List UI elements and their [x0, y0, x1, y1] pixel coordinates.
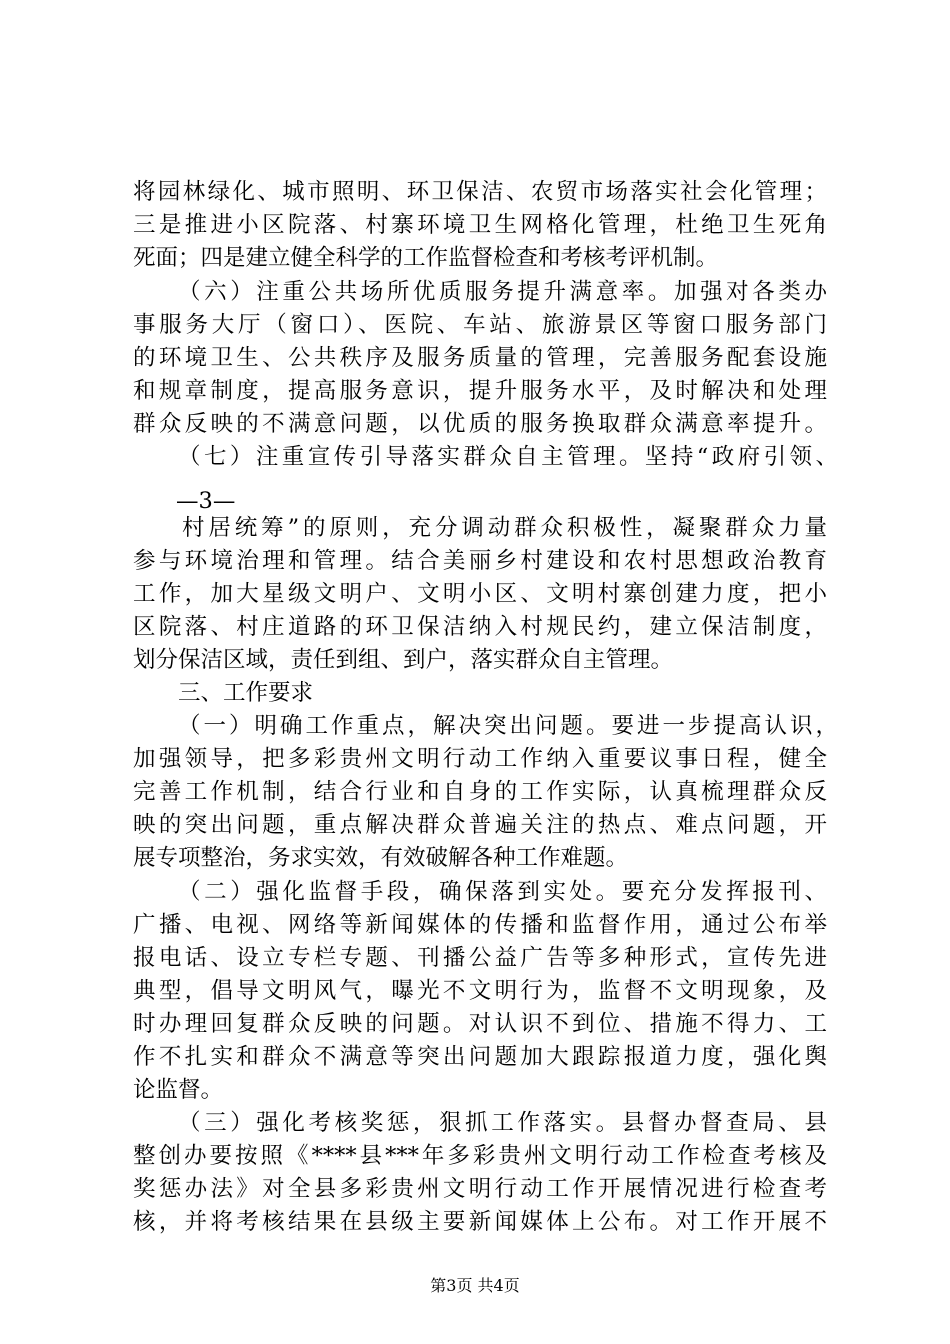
text-line: 核，并将考核结果在县级主要新闻媒体上公布。对工作开展不 — [133, 1209, 827, 1235]
text-line: 广播、电视、网络等新闻媒体的传播和监督作用，通过公布举 — [133, 912, 827, 938]
text-line: 三是推进小区院落、村寨环境卫生网格化管理，杜绝卫生死角 — [133, 212, 827, 238]
text-line: 的环境卫生、公共秩序及服务质量的管理，完善服务配套设施 — [133, 345, 827, 371]
text-line: 加强领导，把多彩贵州文明行动工作纳入重要议事日程，健全 — [133, 746, 827, 772]
text-line: 工作，加大星级文明户、文明小区、文明村寨创建力度，把小 — [133, 581, 827, 607]
text-line: 奖惩办法》对全县多彩贵州文明行动工作开展情况进行检查考 — [133, 1176, 827, 1202]
text-line: 整创办要按照《****县***年多彩贵州文明行动工作检查考核及 — [133, 1143, 827, 1169]
text-line: 作不扎实和群众不满意等突出问题加大跟踪报道力度，强化舆 — [133, 1044, 827, 1070]
page-footer: 第3页 共4页 — [430, 1276, 520, 1295]
text-line: 群众反映的不满意问题，以优质的服务换取群众满意率提升。 — [133, 411, 827, 437]
text-line: 和规章制度，提高服务意识，提升服务水平，及时解决和处理 — [133, 378, 827, 404]
text-line: 区院落、村庄道路的环卫保洁纳入村规民约，建立保洁制度， — [133, 614, 827, 640]
text-line: 死面；四是建立健全科学的工作监督检查和考核考评机制。 — [133, 245, 719, 271]
paragraph-heading-7: （七）注重宣传引导落实群众自主管理。坚持“政府引领、 — [178, 444, 838, 470]
paragraph-heading-2: （二）强化监督手段，确保落到实处。要充分发挥报刊、 — [178, 879, 827, 905]
page-number-marker: —3— — [176, 488, 236, 514]
text-line: 映的突出问题，重点解决群众普遍关注的热点、难点问题，开 — [133, 812, 827, 838]
text-line: 典型，倡导文明风气，曝光不文明行为，监督不文明现象，及 — [133, 978, 827, 1004]
paragraph-heading-3: （三）强化考核奖惩，狠抓工作落实。县督办督查局、县 — [178, 1110, 827, 1136]
paragraph-heading-6: （六）注重公共场所优质服务提升满意率。加强对各类办 — [178, 279, 827, 305]
text-line: 划分保洁区域，责任到组、到户，落实群众自主管理。 — [133, 647, 674, 673]
text-line: 展专项整治，务求实效，有效破解各种工作难题。 — [133, 845, 629, 871]
text-line: 时办理回复群众反映的问题。对认识不到位、措施不得力、工 — [133, 1011, 827, 1037]
paragraph-heading-1: （一）明确工作重点，解决突出问题。要进一步提高认识， — [178, 713, 838, 739]
text-line: 事服务大厅（窗口）、医院、车站、旅游景区等窗口服务部门 — [133, 312, 827, 338]
text-line: 报电话、设立专栏专题、刊播公益广告等多种形式，宣传先进 — [133, 945, 827, 971]
text-line: 完善工作机制，结合行业和自身的工作实际，认真梳理群众反 — [133, 779, 827, 805]
text-line: 论监督。 — [133, 1077, 224, 1103]
section-heading: 三、工作要求 — [178, 680, 314, 706]
text-line: 参与环境治理和管理。结合美丽乡村建设和农村思想政治教育 — [133, 548, 827, 574]
text-line: 将园林绿化、城市照明、环卫保洁、农贸市场落实社会化管理； — [133, 179, 827, 205]
text-line: 村居统筹”的原则，充分调动群众积极性，凝聚群众力量 — [182, 515, 827, 541]
